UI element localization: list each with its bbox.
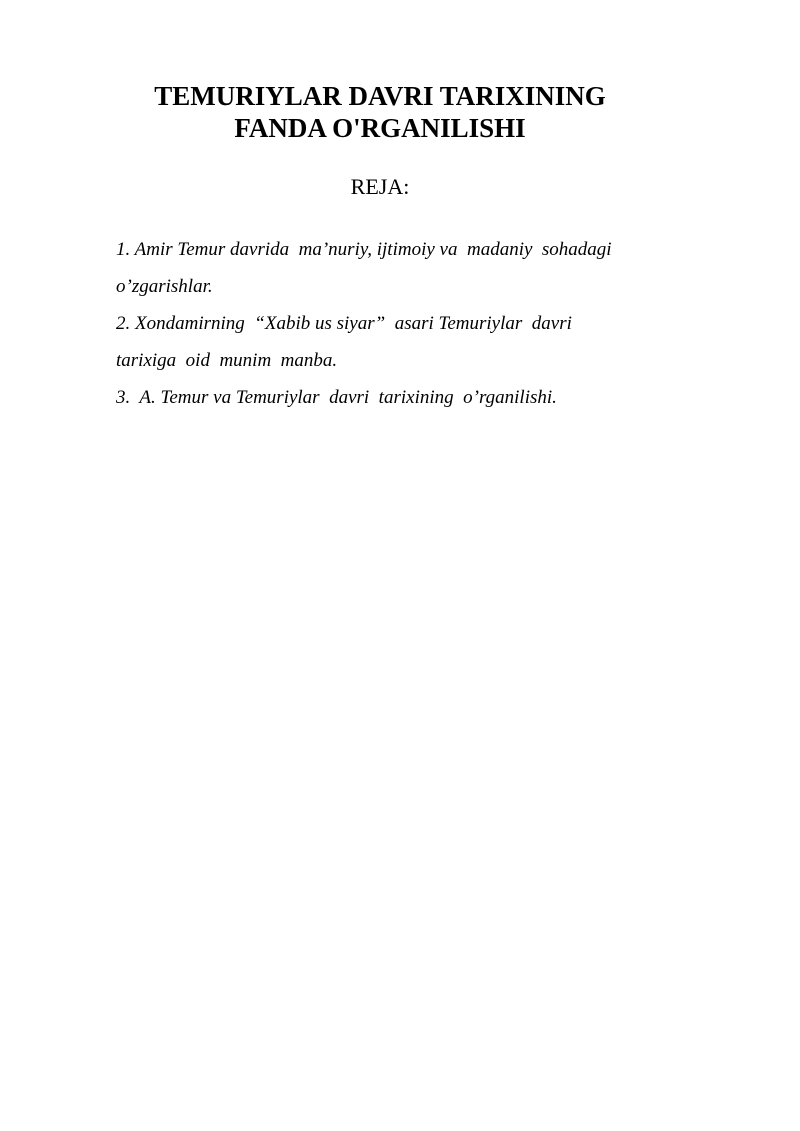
plan-heading: REJA: <box>350 174 410 199</box>
plan-line: tarixiga oid munim manba. <box>116 350 338 371</box>
plan-line: o’zgarishlar. <box>116 276 213 297</box>
document-title <box>80 80 680 144</box>
plan-line: 3. A. Temur va Temuriylar davri tarixining o’rganilishi. <box>116 387 557 408</box>
title-line-2: FANDA O'RGANILISHI <box>234 113 526 143</box>
plan-line: 2. Xondamirning “Xabib us siyar” asari Temuriylar davri <box>116 313 572 334</box>
plan-line: 1. Amir Temur davrida ma’nuriy, ijtimoiy va madaniy sohadagi <box>116 239 612 260</box>
title-line-1: TEMURIYLAR DAVRI TARIXINING <box>154 81 606 111</box>
plan-list <box>116 231 716 416</box>
